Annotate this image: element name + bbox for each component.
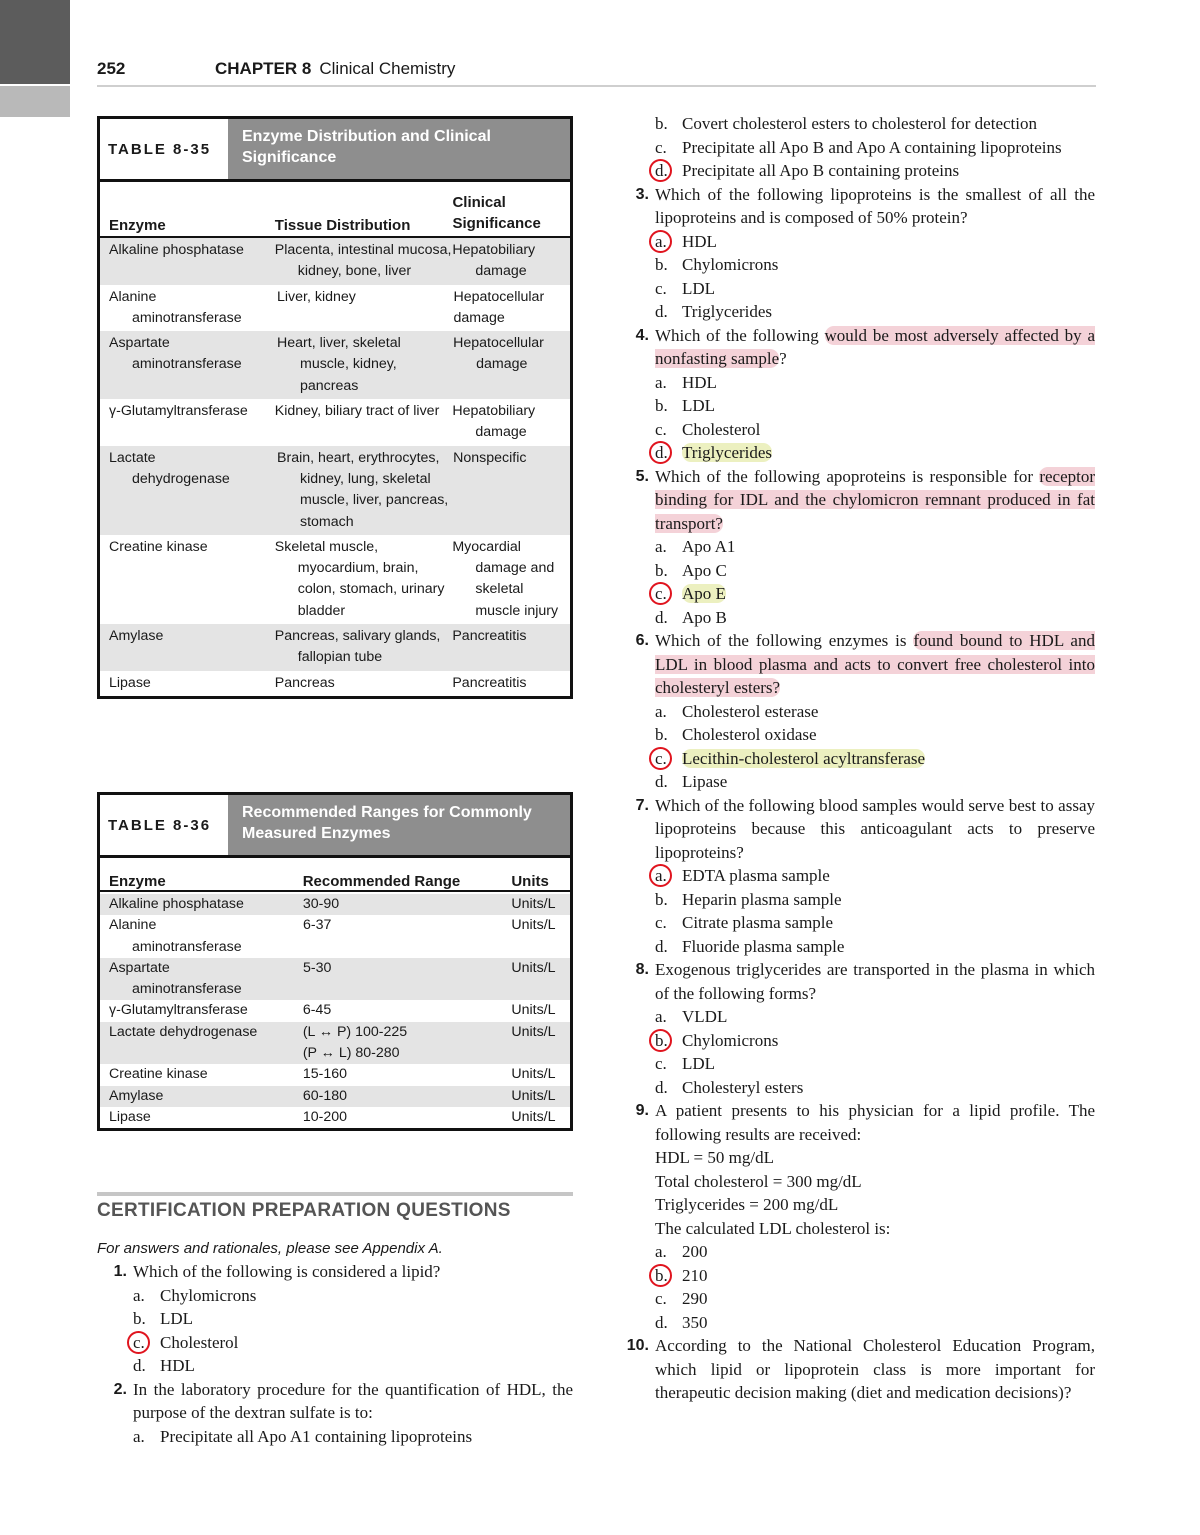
highlighted-text: found bound to HDL and LDL in blood plasma and acts to convert free cholesterol into cholesteryl esters? (655, 631, 1095, 697)
cell-tissue: Kidney, biliary tract of liver (274, 403, 440, 420)
cell-range (303, 958, 511, 1001)
edge-tab-light (0, 86, 70, 117)
table-row (100, 1086, 570, 1107)
answer-circle (649, 159, 672, 182)
option-text: HDL (682, 372, 717, 392)
cell-enzyme: γ-Glutamyltransferase (109, 1002, 248, 1019)
table-row (100, 285, 570, 332)
table-title: Enzyme Distribution and Clinical Significance (228, 119, 570, 179)
option-letter: c. (655, 137, 667, 157)
question-text: Which of the following lipoproteins is the smallest of all the lipoproteins and is composed of 50% protein? (655, 184, 1095, 227)
option-text: EDTA plasma sample (682, 866, 830, 885)
answer-option (655, 112, 1095, 136)
cell-enzyme: Lipase (109, 1108, 151, 1125)
question-text: Which of the following blood samples would serve best to assay lipoproteins because this anticoagulant acts to preserve lipoproteins? (655, 795, 1095, 862)
question (619, 958, 1095, 1099)
question (619, 1099, 1095, 1334)
chapter-label: CHAPTER 8 (215, 59, 312, 78)
option-text: Fluoride plasma sample (682, 936, 845, 956)
column-header: Tissue Distribution (274, 217, 411, 234)
option-text: Chylomicrons (160, 1285, 257, 1305)
question-number: 5. (635, 467, 649, 485)
answer-option (655, 888, 1095, 912)
cell-significance: Hepatobiliary damage (452, 242, 536, 280)
questions-column-left (97, 1260, 573, 1448)
answer-option (655, 1005, 1095, 1029)
option-letter: b. (655, 114, 668, 133)
highlighted-text: would be most adversely affected by a nonfasting sample (655, 325, 1095, 368)
range-value: 30-90 (302, 896, 340, 912)
option-text: Apo B (682, 607, 727, 627)
answer-option (655, 159, 1095, 183)
answer-option (655, 1287, 1095, 1311)
edge-tab-dark (0, 0, 70, 84)
table-row (100, 671, 570, 696)
section-title: CERTIFICATION PREPARATION QUESTIONS (97, 1200, 511, 1221)
result-line: HDL = 50 mg/dL (655, 1148, 774, 1167)
option-letter: b. (655, 560, 668, 580)
option-text: Triglycerides (682, 302, 773, 321)
option-text: Cholesterol (160, 1332, 239, 1352)
answer-option (655, 1076, 1095, 1100)
cell-enzyme: Alkaline phosphatase (109, 896, 244, 912)
cell-range (303, 1022, 512, 1065)
table-label: TABLE 8-36 (100, 795, 228, 855)
table-row (100, 915, 570, 958)
question-continued (619, 112, 1095, 183)
column-header: Units (511, 873, 549, 890)
cell-range (303, 1064, 512, 1085)
cell-enzyme: γ-Glutamyltransferase (109, 403, 248, 420)
option-text: Citrate plasma sample (682, 913, 834, 932)
option-text: HDL (160, 1356, 195, 1375)
question-number: 6. (635, 632, 649, 649)
question (619, 324, 1095, 465)
answer-option (655, 230, 1095, 254)
answer-option (655, 864, 1095, 888)
table-row (100, 1000, 570, 1021)
question-text: Which of the following would be most adversely affected by a nonfasting sample? (655, 325, 1095, 368)
answer-option (133, 1331, 573, 1355)
option-text: Apo E (682, 584, 726, 603)
answer-option (133, 1307, 573, 1331)
answer-option (655, 723, 1095, 747)
option-text: 350 (682, 1312, 708, 1332)
answer-option (655, 1240, 1095, 1264)
cell-enzyme: Lactate dehydrogenase (109, 449, 230, 487)
cell-enzyme: Aspartate aminotransferase (109, 335, 242, 373)
answer-option (655, 1052, 1095, 1076)
page-number: 252 (97, 59, 126, 78)
column-header: Enzyme (109, 873, 166, 890)
cell-units: Units/L (511, 1087, 556, 1104)
answer-option (133, 1354, 573, 1378)
option-text: Cholesteryl esters (682, 1077, 804, 1097)
question (619, 1334, 1095, 1405)
table-row (100, 1022, 570, 1065)
option-letter: a. (655, 1242, 667, 1261)
table-row (100, 399, 570, 446)
cell-significance: Hepatocellular damage (453, 335, 544, 373)
table-8-36 (97, 792, 573, 1131)
answer-option (655, 418, 1095, 442)
range-value: 60-180 (302, 1087, 347, 1104)
question-text: In the laboratory procedure for the quantification of HDL, the purpose of the dextran sulfate is to: (133, 1379, 573, 1422)
cell-units: Units/L (511, 917, 556, 934)
option-letter: c. (655, 913, 667, 932)
section-rule (97, 1192, 573, 1196)
option-letter: d. (655, 607, 668, 627)
option-letter: a. (133, 1426, 145, 1446)
question-number: 1. (113, 1263, 127, 1280)
option-text: Chylomicrons (682, 1030, 779, 1050)
answer-option (655, 559, 1095, 583)
section-note: For answers and rationales, please see Appendix A. (97, 1240, 443, 1257)
option-letter: d. (655, 159, 679, 183)
chapter-title (215, 59, 455, 79)
option-letter: d. (655, 441, 679, 465)
cell-units: Units/L (511, 1002, 556, 1019)
question-number: 4. (635, 326, 649, 344)
table-header-row (100, 858, 570, 892)
option-text: Lipase (682, 772, 728, 791)
option-letter: c. (133, 1331, 157, 1355)
option-text: 210 (682, 1265, 708, 1285)
answer-option (655, 441, 1095, 465)
option-text: Heparin plasma sample (682, 889, 842, 909)
cell-significance: Hepatobiliary damage (452, 403, 536, 441)
result-line: Triglycerides = 200 mg/dL (655, 1195, 839, 1214)
cell-enzyme: Lactate dehydrogenase (109, 1023, 258, 1040)
question-number: 9. (635, 1102, 649, 1119)
option-letter: d. (655, 1312, 668, 1332)
cell-range (303, 1086, 512, 1107)
option-text: Covert cholesterol esters to cholesterol for detection (682, 114, 1037, 133)
cell-units: Units/L (511, 959, 556, 976)
cell-enzyme: Alkaline phosphatase (109, 242, 244, 258)
cell-enzyme: Creatine kinase (109, 1066, 208, 1083)
table-row (100, 238, 570, 285)
option-text: Cholesterol esterase (682, 701, 819, 721)
cell-enzyme: Alanine aminotransferase (109, 288, 242, 326)
option-text: Chylomicrons (682, 255, 779, 274)
answer-circle (649, 864, 672, 887)
option-letter: c. (655, 1289, 667, 1308)
option-letter: c. (655, 278, 667, 298)
cell-tissue: Liver, kidney (277, 288, 356, 305)
option-letter: a. (655, 1007, 667, 1026)
cell-enzyme: Alanine aminotransferase (109, 917, 242, 955)
answer-circle (649, 1029, 672, 1052)
table-title: Recommended Ranges for Commonly Measured Enzymes (228, 795, 570, 855)
question-text: Which of the following is considered a lipid? (133, 1262, 441, 1281)
table-row (100, 894, 570, 915)
cell-units: Units/L (511, 1108, 556, 1125)
option-text: HDL (682, 231, 717, 251)
cell-tissue: Brain, heart, erythrocytes, kidney, lung, skeletal muscle, liver, pancreas, stomach (277, 449, 449, 530)
answer-option (655, 911, 1095, 935)
table-row (100, 1107, 570, 1128)
answer-circle (649, 582, 672, 605)
question-number: 10. (626, 1337, 649, 1354)
answer-option (655, 371, 1095, 395)
option-letter: a. (133, 1285, 145, 1305)
column-header: Recommended Range (302, 873, 461, 890)
option-text: LDL (682, 396, 716, 415)
column-header: Enzyme (109, 217, 166, 234)
cell-tissue: Placenta, intestinal mucosa, kidney, bone, liver (274, 242, 452, 280)
option-text: 290 (682, 1289, 708, 1308)
answer-option (655, 535, 1095, 559)
option-text: Triglycerides (682, 443, 773, 462)
question (619, 183, 1095, 324)
question (97, 1260, 573, 1378)
cell-significance: Hepatocellular damage (453, 288, 545, 326)
answer-option (655, 300, 1095, 324)
table-row (100, 1064, 570, 1085)
option-letter: a. (655, 230, 679, 254)
table-row (100, 958, 570, 1001)
answer-option (655, 1311, 1095, 1335)
option-text: LDL (682, 278, 716, 298)
cell-units: Units/L (511, 896, 556, 912)
table-header-row (100, 182, 570, 238)
answer-option (655, 277, 1095, 301)
range-value: (L ↔ P) 100-225 (302, 1023, 408, 1040)
question (619, 465, 1095, 630)
question (619, 629, 1095, 794)
question-text: Exogenous triglycerides are transported in the plasma in which of the following forms? (655, 960, 1095, 1003)
answer-option (655, 253, 1095, 277)
highlighted-text: receptor binding for IDL and the chylomicron remnant produced in fat transport? (655, 466, 1095, 533)
result-line: Total cholesterol = 300 mg/dL (655, 1171, 862, 1191)
table-row (100, 624, 570, 671)
cell-enzyme: Lipase (109, 674, 151, 691)
cell-enzyme: Amylase (109, 628, 164, 645)
answer-circle (649, 1264, 672, 1287)
range-value: 5-30 (303, 959, 332, 976)
table-body (100, 238, 570, 696)
cell-enzyme: Aspartate aminotransferase (109, 959, 242, 998)
answer-circle (649, 747, 672, 770)
option-letter: b. (133, 1309, 146, 1328)
option-text: Lecithin-cholesterol acyltransferase (682, 748, 926, 768)
cell-range (303, 1107, 512, 1128)
cell-significance: Myocardial damage and skeletal muscle injury (452, 538, 559, 619)
answer-option (655, 770, 1095, 794)
questions-column-right (619, 112, 1095, 1405)
table-row (100, 446, 570, 535)
answer-circle (127, 1331, 150, 1354)
option-text: Apo A1 (682, 537, 736, 556)
cell-enzyme: Amylase (109, 1087, 164, 1104)
question-number: 2. (113, 1380, 127, 1398)
option-letter: d. (655, 772, 668, 791)
question-text: Which of the following enzymes is found bound to HDL and LDL in blood plasma and acts to convert free cholesterol into cholesteryl esters? (655, 631, 1095, 697)
option-letter: b. (655, 1029, 679, 1053)
answer-option (655, 935, 1095, 959)
table-row (100, 535, 570, 624)
option-letter: a. (655, 864, 679, 888)
page-header (97, 57, 1096, 87)
answer-circle (649, 441, 672, 464)
option-letter: b. (655, 1264, 679, 1288)
table-8-35 (97, 116, 573, 699)
answer-option (655, 1029, 1095, 1053)
option-letter: b. (655, 255, 668, 274)
cell-range (303, 1000, 512, 1021)
answer-option (133, 1284, 573, 1308)
question-number: 7. (635, 796, 649, 814)
answer-option (655, 606, 1095, 630)
cell-enzyme: Creatine kinase (109, 538, 208, 555)
option-letter: a. (655, 537, 667, 556)
option-letter: d. (655, 936, 668, 956)
option-letter: b. (655, 889, 668, 909)
cell-units: Units/L (511, 1066, 556, 1083)
option-letter: c. (655, 582, 679, 606)
option-text: Cholesterol (682, 419, 761, 439)
range-value: 6-45 (302, 1002, 332, 1019)
option-text: Precipitate all Apo A1 containing lipoproteins (160, 1426, 473, 1446)
option-text: Precipitate all Apo B and Apo A containing lipoproteins (682, 137, 1062, 157)
answer-option (655, 136, 1095, 160)
range-value: 10-200 (302, 1108, 347, 1125)
cell-significance: Pancreatitis (452, 628, 527, 645)
result-line: The calculated LDL cholesterol is: (655, 1218, 891, 1238)
question-number: 8. (635, 961, 649, 978)
cell-significance: Pancreatitis (452, 674, 527, 691)
cell-tissue: Skeletal muscle, myocardium, brain, colon, stomach, urinary bladder (274, 538, 445, 619)
answer-option (655, 582, 1095, 606)
option-letter: c. (655, 419, 667, 439)
question-number: 3. (635, 185, 649, 203)
option-text: 200 (682, 1242, 708, 1261)
range-value: 15-160 (302, 1066, 347, 1083)
question (97, 1378, 573, 1449)
question-text: A patient presents to his physician for a lipid profile. The following results are received: (655, 1101, 1095, 1144)
answer-circle (649, 230, 672, 253)
option-letter: a. (655, 701, 667, 721)
option-letter: b. (655, 396, 668, 415)
cell-tissue: Heart, liver, skeletal muscle, kidney, pancreas (277, 335, 401, 394)
cell-units: Units/L (511, 1023, 556, 1040)
cell-range (303, 915, 511, 958)
option-text: Precipitate all Apo B containing proteins (682, 161, 960, 180)
option-letter: d. (655, 1077, 668, 1097)
answer-option (655, 700, 1095, 724)
column-header: Clinical Significance (452, 194, 541, 232)
option-letter: b. (655, 725, 668, 744)
option-letter: c. (655, 1054, 667, 1073)
cell-range (303, 894, 512, 915)
cell-tissue: Pancreas, salivary glands, fallopian tube (274, 628, 441, 666)
table-row (100, 331, 570, 399)
option-text: Cholesterol oxidase (682, 725, 817, 744)
option-text: VLDL (682, 1007, 728, 1026)
answer-option (655, 1264, 1095, 1288)
answer-option (655, 394, 1095, 418)
question (619, 794, 1095, 959)
table-body (100, 892, 570, 1128)
option-letter: d. (655, 302, 668, 321)
option-letter: a. (655, 372, 667, 392)
range-value: (P ↔ L) 80-280 (302, 1045, 400, 1062)
option-text: LDL (160, 1309, 194, 1328)
option-text: Apo C (682, 560, 727, 580)
question-text: According to the National Cholesterol Education Program, which lipid or lipoprotein class is more important for therapeutic decision making (diet and medication decisions)? (655, 1336, 1095, 1402)
chapter-name: Clinical Chemistry (319, 59, 456, 78)
question-text: Which of the following apoproteins is responsible for receptor binding for IDL and the chylomicron remnant produced in fat transport? (655, 466, 1095, 533)
option-text: LDL (682, 1054, 716, 1073)
cell-significance: Nonspecific (453, 449, 527, 466)
answer-option (133, 1425, 573, 1449)
option-letter: c. (655, 747, 679, 771)
table-label: TABLE 8-35 (100, 119, 228, 179)
option-letter: d. (133, 1356, 146, 1375)
answer-option (655, 747, 1095, 771)
range-value: 6-37 (303, 917, 332, 934)
cell-tissue: Pancreas (274, 674, 335, 691)
